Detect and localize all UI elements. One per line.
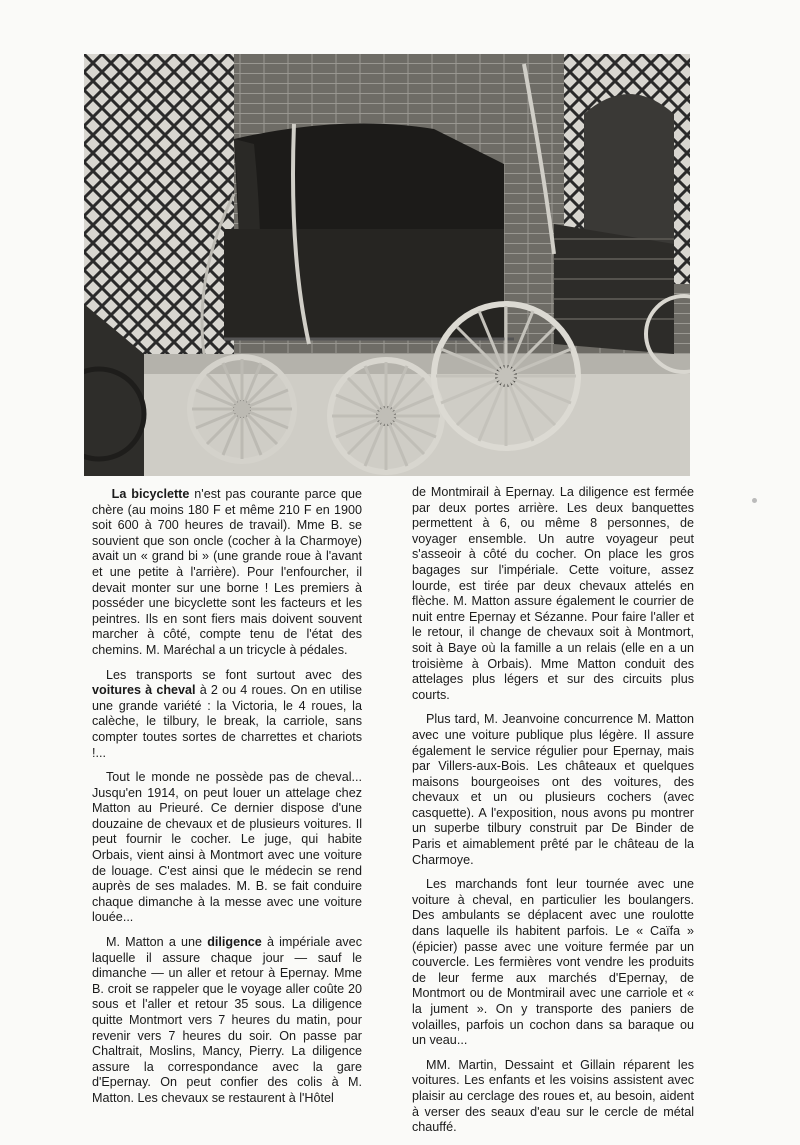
diligence-continued-paragraph: de Montmirail à Epernay. La diligence est fermée par deux portes arrière. Les deux banquettes permettent à 6, ou même 8 personnes, de voyager ensemble. Un autre voyageur peut s'asseoir à côté du cocher. On place les gros bagages sur l'impériale. Cette voiture, assez lourde, est tirée par deux chevaux attelés en flèche. M. Matton assure également le courrier de nuit entre Epernay et Sézanne. Pour faire l'aller et le retour, il change de chevaux soit à Montmort, soit à Baye où la famille a un relais (elle en a un troisième à Orbais). Mme Matton conduit des attelages plus légers et sur des circuits plus courts. [412,485,694,702]
carriage-photo [84,54,690,476]
diligence-intro: M. Matton a une [106,935,208,950]
left-column [92,487,362,1116]
diligence-heading: diligence [207,935,262,950]
horse-carriages-intro: Les transports se font surtout avec des [106,667,362,682]
repairers-paragraph: MM. Martin, Dessaint et Gillain réparent les voitures. Les enfants et les voisins assistent avec plaisir au cerclage des roues et, au besoin, aident à verser des seaux d'eau sur le cercle de métal chauffé. [412,1057,694,1135]
merchants-paragraph: Les marchands font leur tournée avec une voiture à cheval, en particulier les boulangers. Des ambulants se déplacent avec une roulotte dans laquelle ils habitent parfois. Le « Caïfa » (épicier) passe avec une voiture fermée par un couvercle. Les fermières vont vendre les produits de leur ferme aux marchés d'Epernay, de Montmort ou de Montmirail avec une carriole et « la jument ». On y transporte des paniers de volailles, parfois un cochon dans sa baraque ou un veau... [412,877,694,1048]
bicycle-paragraph [92,487,362,659]
horse-carriages-paragraph [92,668,362,762]
jeanvoine-paragraph: Plus tard, M. Jeanvoine concurrence M. Matton avec une voiture publique plus légère. Il assure également le service régulier pour Epernay, mais par Villers-aux-Bois. Les châteaux et quelques maisons bourgeoises ont des voitures, des chevaux et un ou plusieurs cochers (avec casquette). A l'exposition, nous avons pu montrer un superbe tilbury construit par De Binder de Paris et aimablement prêté par le château de la Charmoye. [412,712,694,867]
bicycle-text: n'est pas courante parce que chère (au moins 180 F et même 210 F en 1900 soit 600 à 700 heures de travail). Mme B. se souvient que son oncle (cocher à la Charmoye) avait un « grand bi » (une grande roue à l'avant et une petite à l'arrière). Pour l'enfourcher, il devait monter sur une borne ! Les premiers à posséder une bicyclette sont les facteurs et les peintres. Ils en sont fiers mais doivent souvent marcher à côté, compte tenu de l'état des chemins. M. Maréchal a un tricycle à pédales. [92,487,363,657]
right-column [412,485,694,1145]
rental-paragraph: Tout le monde ne possède pas de cheval... Jusqu'en 1914, on peut louer un attelage chez Matton au Prieuré. Ce dernier dispose d'une douzaine de chevaux et de plusieurs voitures. Il peut fournir le cocher. Le juge, qui habite Orbais, vient ainsi à Montmort avec une voiture de louage. C'est ainsi que le médecin se rend auprès de ses malades. M. B. se fait conduire chaque dimanche à la messe avec une voiture louée... [92,770,362,925]
margin-dot [752,498,757,503]
bicycle-heading: La bicyclette [111,487,190,501]
horse-carriages-text: à 2 ou 4 roues. On en utilise une grande variété : la Victoria, le 4 roues, la calèche, le tilbury, le break, la carriole, sans compter toutes sortes de charrettes et chariots !... [92,683,362,760]
carriage-illustration [84,54,690,476]
diligence-paragraph [92,935,362,1107]
horse-carriages-heading: voitures à cheval [92,683,196,698]
diligence-text: à impériale avec laquelle il assure chaque jour — sauf le dimanche — un aller et retour à Epernay. Mme B. croit se rappeler que le voyage aller coûte 20 sous et l'aller et retour 35 sous. La diligence quitte Montmort vers 7 heures du matin, pour revenir vers 7 heures du soir. On passe par Chaltrait, Moslins, Mancy, Pierry. La diligence assure la correspondance avec la gare d'Epernay. On peut confier des colis à M. Matton. Les chevaux se restaurent à l'Hôtel [92,935,362,1105]
